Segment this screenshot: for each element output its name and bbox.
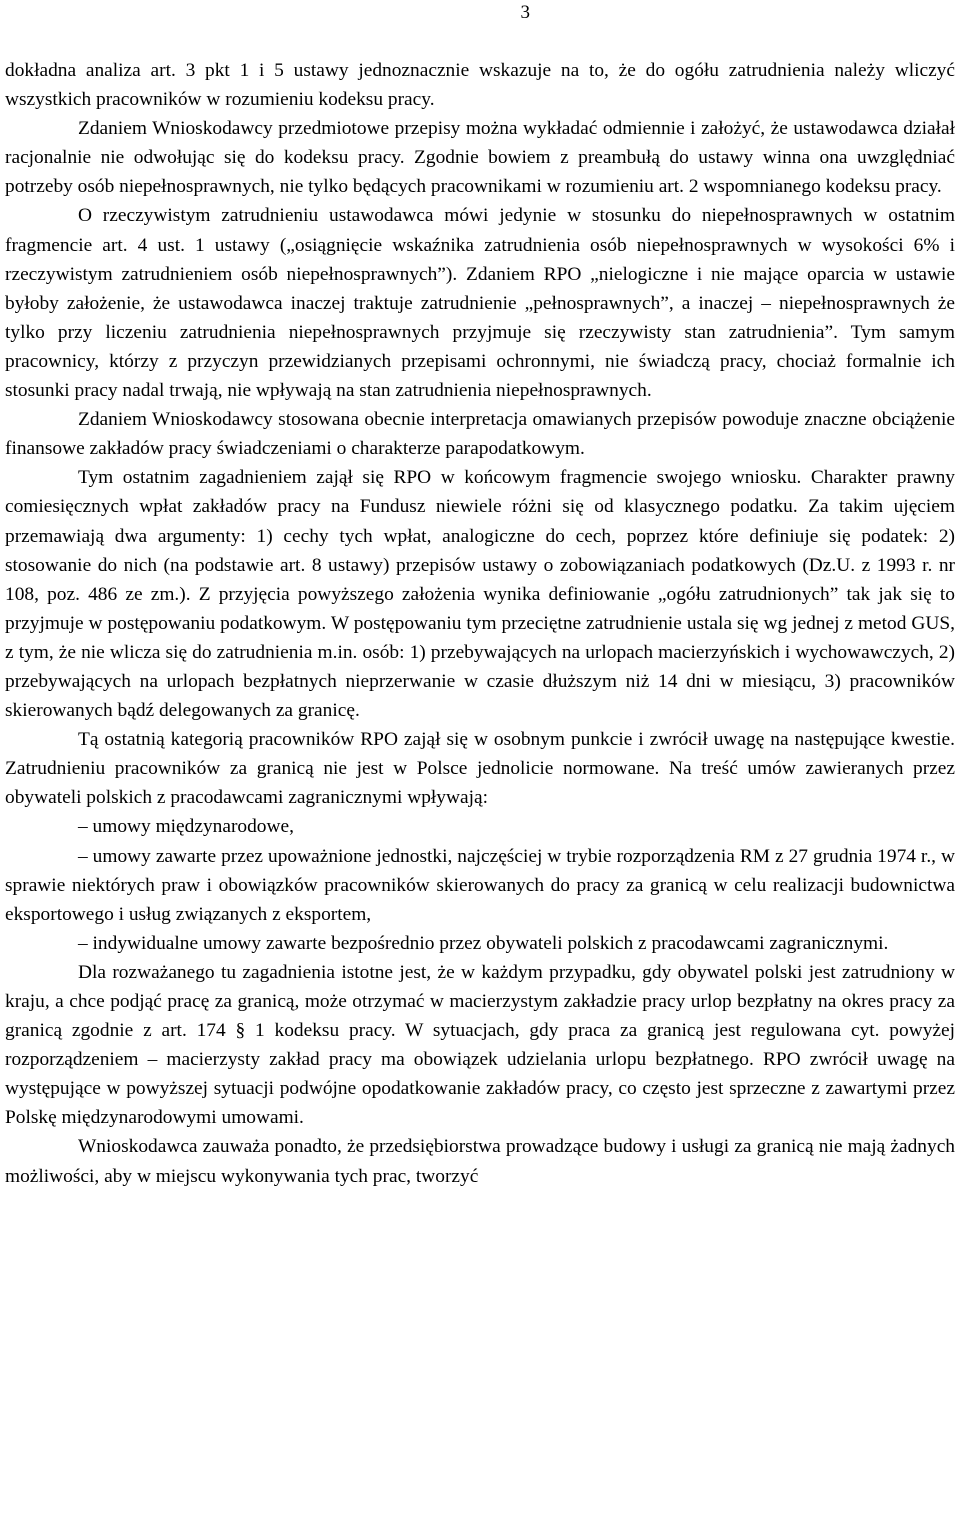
page-number: 3: [520, 2, 530, 23]
paragraph: O rzeczywistym zatrudnieniu ustawodawca mówi jedynie w stosunku do niepełnosprawnych w ostatnim fragmencie art. 4 ust. 1 ustawy („osiągnięcie wskaźnika zatrudnienia osób niepełnosprawnych w wysokości 6% i rzeczywistym zatrudnieniem osób niepełnosprawnych”). Zdaniem RPO „nielogiczne i nie mające oparcia w ustawie byłoby założenie, że ustawodawca inaczej traktuje zatrudnienie „pełnosprawnych”, a inaczej – niepełnosprawnych że tylko przy liczeniu zatrudnienia niepełnosprawnych przyjmuje się rzeczywisty stan zatrudnienia”. Tym samym pracownicy, którzy z przyczyn przewidzianych przepisami ochronnymi, nie świadczą pracy, chociaż formalnie ich stosunki pracy nadal trwają, nie wpływają na stan zatrudnienia niepełnosprawnych.: [5, 205, 955, 402]
list-item: – umowy międzynarodowe,: [78, 816, 294, 838]
paragraph: Wnioskodawca zauważa ponadto, że przedsiębiorstwa prowadzące budowy i usługi za granicą nie mają żadnych możliwości, aby w miejscu wykonywania tych prac, tworzyć: [5, 1136, 955, 1187]
paragraph: dokładna analiza art. 3 pkt 1 i 5 ustawy jednoznacznie wskazuje na to, że do ogółu zatrudnienia należy wliczyć wszystkich pracowników w rozumieniu kodeksu pracy.: [5, 60, 955, 111]
paragraph: Tym ostatnim zagadnieniem zajął się RPO w końcowym fragmencie swojego wniosku. Charakter prawny comiesięcznych wpłat zakładów pracy na Fundusz niewiele różni się od klasycznego podatku. Za takim ujęciem przemawiają dwa argumenty: 1) cechy tych wpłat, analogiczne do cech, poprzez które definiuje się podatek: 2) stosowanie do nich (na podstawie art. 8 ustawy) przepisów ustawy o zobowiązaniach podatkowych (Dz.U. z 1993 r. nr 108, poz. 486 ze zm.). Z przyjęcia powyższego założenia wynika definiowanie „ogółu zatrudnionych” tak jak się to przyjmuje w postępowaniu podatkowym. W postępowaniu tym przeciętne zatrudnienie ustala się wg jednej z metod GUS, z tym, że nie wlicza się do zatrudnienia m.in. osób: 1) przebywających na urlopach macierzyńskich i wychowawczych, 2) przebywających na urlopach bezpłatnych nieprzerwanie w czasie dłuższym niż 14 dni w miesiącu, 3) pracowników skierowanych bądź delegowanych za granicę.: [5, 467, 955, 722]
list-item: – indywidualne umowy zawarte bezpośrednio przez obywateli polskich z pracodawcami zagranicznymi.: [78, 932, 889, 954]
paragraph: Zdaniem Wnioskodawcy stosowana obecnie interpretacja omawianych przepisów powoduje znaczne obciążenie finansowe zakładów pracy świadczeniami o charakterze parapodatkowym.: [5, 409, 955, 460]
list-item: – umowy zawarte przez upoważnione jednostki, najczęściej w trybie rozporządzenia RM z 27 grudnia 1974 r., w sprawie niektórych praw i obowiązków pracowników skierowanych do pracy za granicą w celu realizacji budownictwa eksportowego i usług związanych z eksportem,: [5, 845, 955, 925]
paragraph: Tą ostatnią kategorią pracowników RPO zajął się w osobnym punkcie i zwrócił uwagę na następujące kwestie. Zatrudnieniu pracowników za granicą nie jest w Polsce jednolicie normowane. Na treść umów zawieranych przez obywateli polskich z pracodawcami zagranicznymi wpływają:: [5, 729, 955, 809]
document-body: [5, 56, 955, 1191]
paragraph: Dla rozważanego tu zagadnienia istotne jest, że w każdym przypadku, gdy obywatel polski jest zatrudniony w kraju, a chce podjąć pracę za granicą, może otrzymać w macierzystym zakładzie pracy urlop bezpłatny na okres pracy za granicą zgodnie z art. 174 § 1 kodeksu pracy. W sytuacjach, gdy praca za granicą jest regulowana cyt. powyżej rozporządzeniem – macierzysty zakład pracy ma obowiązek udzielania urlopu bezpłatnego. RPO zwrócił uwagę na występujące w powyższej sytuacji podwójne opodatkowanie zakładów pracy, co często jest sprzeczne z zawartymi przez Polskę międzynarodowymi umowami.: [5, 961, 955, 1129]
paragraph: Zdaniem Wnioskodawcy przedmiotowe przepisy można wykładać odmiennie i założyć, że ustawodawca działał racjonalnie nie odwołując się do kodeksu pracy. Zgodnie bowiem z preambułą do ustawy winna ona uwzględniać potrzeby osób niepełnosprawnych, nie tylko będących pracownikami w rozumieniu art. 2 wspomnianego kodeksu pracy.: [5, 118, 955, 198]
